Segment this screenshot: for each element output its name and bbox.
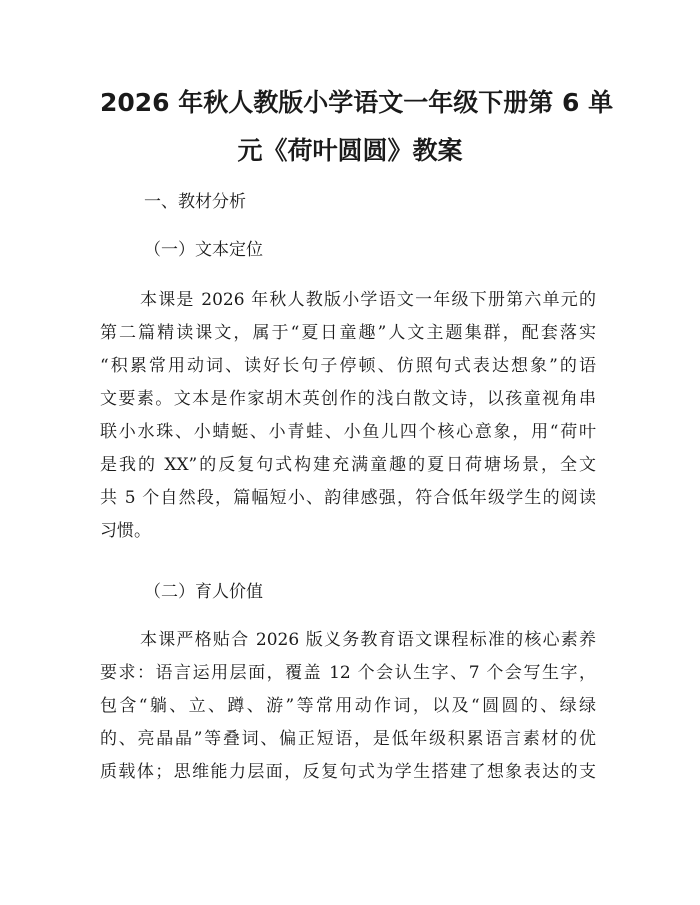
subsection-heading-educational-value: （二）育人价值 bbox=[144, 582, 263, 602]
paragraph-line: 质载体；思维能力层面，反复句式为学生搭建了想象表达的支 bbox=[100, 762, 596, 782]
document-title-line-2: 元《荷叶圆圆》教案 bbox=[237, 136, 463, 165]
paragraph-line: 是我的 XX”的反复句式构建充满童趣的夏日荷塘场景，全文 bbox=[100, 455, 596, 475]
paragraph-line: 共 5 个自然段，篇幅短小、韵律感强，符合低年级学生的阅读 bbox=[100, 488, 596, 508]
paragraph-line: 本课是 2026 年秋人教版小学语文一年级下册第六单元的 bbox=[140, 290, 596, 310]
subsection-heading-text-positioning: （一）文本定位 bbox=[144, 240, 263, 260]
paragraph-line: 文要素。文本是作家胡木英创作的浅白散文诗，以孩童视角串 bbox=[100, 389, 596, 409]
section-heading-textbook-analysis: 一、教材分析 bbox=[144, 192, 246, 212]
paragraph-line: 习惯。 bbox=[100, 521, 151, 541]
paragraph-line: 第二篇精读课文，属于“夏日童趣”人文主题集群，配套落实 bbox=[100, 323, 596, 343]
paragraph-line: 的、亮晶晶”等叠词、偏正短语，是低年级积累语言素材的优 bbox=[100, 729, 596, 749]
paragraph-line: 要求：语言运用层面，覆盖 12 个会认生字、7 个会写生字， bbox=[100, 663, 596, 683]
paragraph-text-positioning bbox=[100, 284, 596, 548]
document-title-line-1: 2026 年秋人教版小学语文一年级下册第 6 单 bbox=[100, 88, 614, 117]
paragraph-line: 包含“躺、立、蹲、游”等常用动作词，以及“圆圆的、绿绿 bbox=[100, 696, 596, 716]
paragraph-educational-value bbox=[100, 624, 596, 789]
paragraph-line: 联小水珠、小蜻蜓、小青蛙、小鱼儿四个核心意象，用“荷叶 bbox=[100, 422, 596, 442]
paragraph-line: “积累常用动词、读好长句子停顿、仿照句式表达想象”的语 bbox=[100, 356, 596, 376]
paragraph-line: 本课严格贴合 2026 版义务教育语文课程标准的核心素养 bbox=[140, 630, 596, 650]
